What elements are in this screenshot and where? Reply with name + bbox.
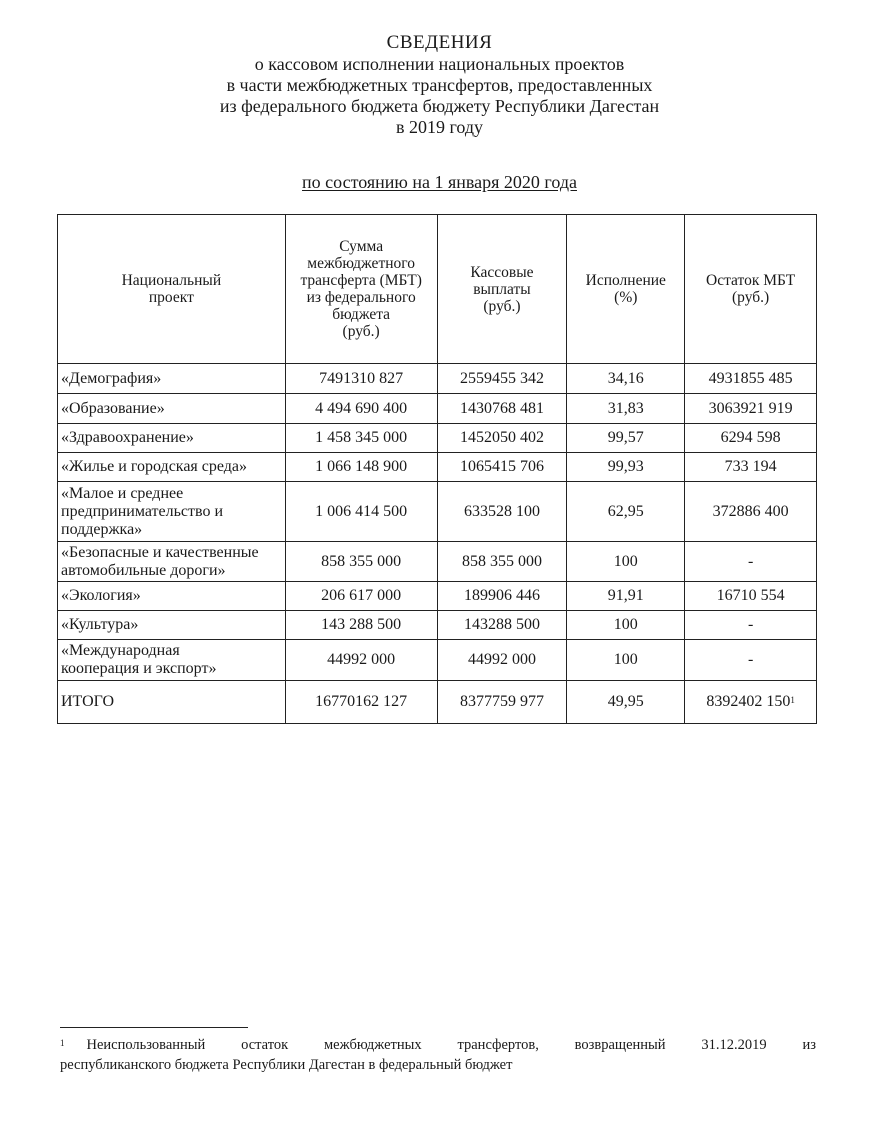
project-name-cell: «Международная кооперация и экспорт»: [58, 640, 286, 681]
mbt-balance-cell: 16710 554: [685, 582, 817, 611]
cash-payments-cell: 633528 100: [437, 482, 567, 542]
total-execution-cell: 49,95: [567, 681, 685, 724]
project-name-cell: «Демография»: [58, 364, 286, 394]
mbt-balance-cell: 6294 598: [685, 424, 817, 453]
mbt-balance-cell: -: [685, 611, 817, 640]
cash-payments-cell: 2559455 342: [437, 364, 567, 394]
execution-cell: 99,57: [567, 424, 685, 453]
table-row: [58, 611, 817, 640]
execution-cell: 31,83: [567, 394, 685, 424]
cash-payments-cell: 44992 000: [437, 640, 567, 681]
project-name-cell: «Безопасные и качественные автомобильные дороги»: [58, 542, 286, 582]
cash-payments-cell: 1430768 481: [437, 394, 567, 424]
total-label-cell: ИТОГО: [58, 681, 286, 724]
mbt-amount-cell: 206 617 000: [285, 582, 437, 611]
subtitle-line: о кассовом исполнении национальных проектов: [254, 54, 625, 74]
table-row: [58, 453, 817, 482]
mbt-amount-cell: 143 288 500: [285, 611, 437, 640]
mbt-amount-cell: 4 494 690 400: [285, 394, 437, 424]
project-name-cell: «Жилье и городская среда»: [58, 453, 286, 482]
cash-payments-cell: 1065415 706: [437, 453, 567, 482]
table-row: [58, 640, 817, 681]
footnote-divider: [60, 1027, 248, 1028]
total-mbt-amount-cell: 16770162 127: [285, 681, 437, 724]
mbt-balance-cell: 3063921 919: [685, 394, 817, 424]
column-header-project: Национальный проект: [58, 215, 286, 364]
footnote: [60, 1036, 816, 1075]
column-header-execution: Исполнение (%): [567, 215, 685, 364]
execution-cell: 62,95: [567, 482, 685, 542]
table-row: [58, 364, 817, 394]
subtitle-line: в части межбюджетных трансфертов, предоставленных: [226, 75, 653, 95]
column-header-cash-payments: Кассовые выплаты (руб.): [437, 215, 567, 364]
cash-payments-cell: 858 355 000: [437, 542, 567, 582]
column-header-mbt-amount: Сумма межбюджетного трансферта (МБТ) из федерального бюджета (руб.): [285, 215, 437, 364]
table-row: [58, 424, 817, 453]
mbt-amount-cell: 7491310 827: [285, 364, 437, 394]
as-of-date: по состоянию на 1 января 2020 года: [302, 172, 577, 192]
execution-cell: 100: [567, 640, 685, 681]
footnote-line: республиканского бюджета Республики Дагестан в федеральный бюджет: [60, 1057, 513, 1073]
table-total-row: [58, 681, 817, 724]
mbt-amount-cell: 1 006 414 500: [285, 482, 437, 542]
column-header-mbt-balance: Остаток МБТ (руб.): [685, 215, 817, 364]
execution-cell: 34,16: [567, 364, 685, 394]
execution-cell: 99,93: [567, 453, 685, 482]
project-name-cell: «Образование»: [58, 394, 286, 424]
mbt-balance-cell: -: [685, 542, 817, 582]
execution-cell: 100: [567, 611, 685, 640]
mbt-amount-cell: 1 458 345 000: [285, 424, 437, 453]
total-cash-payments-cell: 8377759 977: [437, 681, 567, 724]
subtitle-line: из федерального бюджета бюджету Республики Дагестан: [219, 96, 660, 116]
document-title: СВЕДЕНИЯ: [386, 32, 493, 53]
project-name-cell: «Культура»: [58, 611, 286, 640]
mbt-amount-cell: 858 355 000: [285, 542, 437, 582]
mbt-amount-cell: 44992 000: [285, 640, 437, 681]
footnote-reference: 1: [790, 695, 795, 705]
mbt-balance-cell: -: [685, 640, 817, 681]
mbt-balance-cell: 4931855 485: [685, 364, 817, 394]
execution-cell: 91,91: [567, 582, 685, 611]
mbt-balance-cell: 733 194: [685, 453, 817, 482]
mbt-amount-cell: 1 066 148 900: [285, 453, 437, 482]
total-mbt-balance-cell: 8392402 $150^1$: [685, 681, 817, 724]
table-row: [58, 582, 817, 611]
footnote-line: $^1$ Неиспользованный остаток межбюджетных трансфертов, возвращенный 31.12.2019 из: [60, 1037, 816, 1053]
project-name-cell: «Экология»: [58, 582, 286, 611]
mbt-balance-cell: 372886 400: [685, 482, 817, 542]
cash-payments-cell: 1452050 402: [437, 424, 567, 453]
project-name-cell: «Малое и среднее предпринимательство и поддержка»: [58, 482, 286, 542]
subtitle-line: в 2019 году: [395, 117, 484, 137]
table-header-row: [58, 215, 817, 364]
title-block: [0, 32, 879, 138]
table-row: [58, 542, 817, 582]
national-projects-table: [57, 214, 817, 724]
execution-cell: 100: [567, 542, 685, 582]
footnote-mark: 1: [60, 1038, 65, 1048]
cash-payments-cell: 189906 446: [437, 582, 567, 611]
table-row: [58, 482, 817, 542]
project-name-cell: «Здравоохранение»: [58, 424, 286, 453]
cash-payments-cell: 143288 500: [437, 611, 567, 640]
table-row: [58, 394, 817, 424]
